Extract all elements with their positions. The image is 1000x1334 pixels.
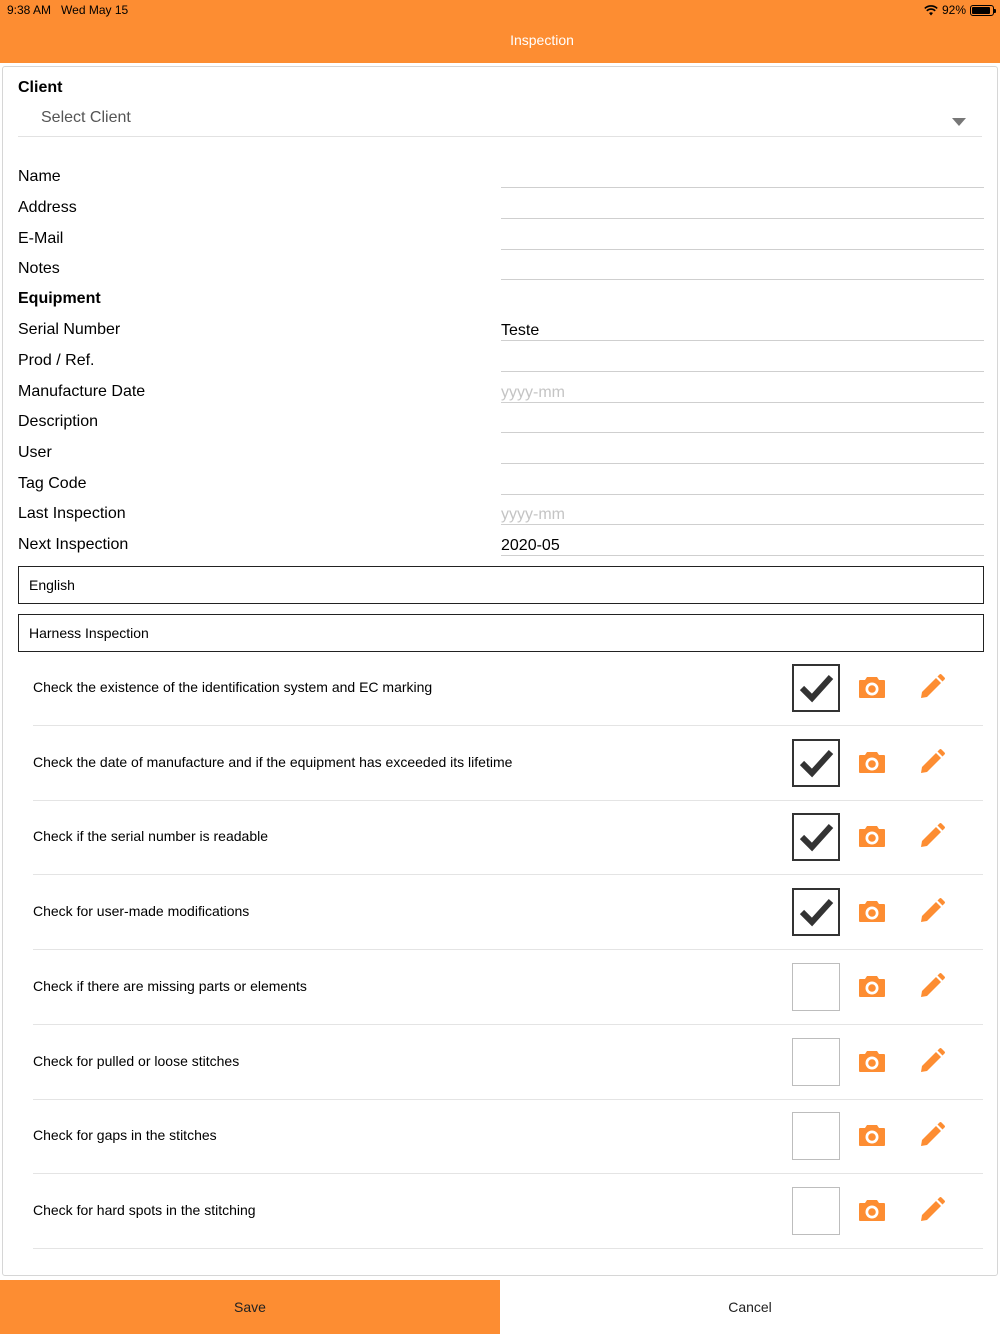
checklist-item xyxy=(33,1025,983,1100)
client-select-placeholder: Select Client xyxy=(41,109,131,126)
camera-icon[interactable] xyxy=(858,974,886,1003)
field-label: Tag Code xyxy=(18,475,87,492)
camera-icon[interactable] xyxy=(858,750,886,779)
status-indicators xyxy=(924,3,994,17)
inspection-form xyxy=(2,66,998,1276)
checkmark-icon xyxy=(796,892,836,932)
field-label: Serial Number xyxy=(18,321,121,338)
pencil-icon[interactable] xyxy=(919,823,945,854)
serial-number-input[interactable]: Teste xyxy=(501,313,984,341)
language-select[interactable]: English xyxy=(18,566,984,604)
checklist-checkbox[interactable] xyxy=(792,1038,840,1086)
pencil-icon[interactable] xyxy=(919,749,945,780)
checkmark-icon xyxy=(796,743,836,783)
action-bar xyxy=(0,1280,1000,1334)
inspection-type-select[interactable]: Harness Inspection xyxy=(18,614,984,652)
checklist-item xyxy=(33,1099,983,1174)
camera-icon[interactable] xyxy=(858,899,886,928)
checklist-item-text: Check for pulled or loose stitches xyxy=(33,1053,240,1069)
client-select[interactable] xyxy=(18,103,982,137)
prod-ref-input[interactable] xyxy=(501,344,984,372)
checklist-item xyxy=(33,1174,983,1249)
top-bar xyxy=(0,0,1000,63)
checklist-item xyxy=(33,726,983,801)
battery-icon xyxy=(970,5,994,16)
pencil-icon[interactable] xyxy=(919,674,945,705)
pencil-icon[interactable] xyxy=(919,1048,945,1079)
checklist-item xyxy=(33,800,983,875)
checklist-item-text: Check for gaps in the stitches xyxy=(33,1127,217,1143)
field-label: Manufacture Date xyxy=(18,383,146,400)
manufacture-date-input[interactable]: yyyy-mm xyxy=(501,375,984,403)
checklist-item-text: Check the date of manufacture and if the equipment has exceeded its lifetime xyxy=(33,754,513,770)
field-label: Prod / Ref. xyxy=(18,352,95,369)
camera-icon[interactable] xyxy=(858,1123,886,1152)
email-input[interactable] xyxy=(501,222,984,250)
save-button[interactable]: Save xyxy=(0,1280,500,1334)
battery-level xyxy=(972,7,990,14)
checklist-item xyxy=(33,950,983,1025)
wifi-icon xyxy=(924,5,938,16)
field-label: E-Mail xyxy=(18,230,64,247)
checklist-checkbox[interactable] xyxy=(792,1187,840,1235)
description-input[interactable] xyxy=(501,405,984,433)
checklist-checkbox[interactable] xyxy=(792,1112,840,1160)
next-inspection-field xyxy=(18,536,984,567)
tag-code-input[interactable] xyxy=(501,467,984,495)
last-inspection-input[interactable]: yyyy-mm xyxy=(501,497,984,525)
checklist-checkbox[interactable] xyxy=(792,888,840,936)
name-input[interactable] xyxy=(501,160,984,188)
chevron-down-icon xyxy=(952,118,966,126)
checklist-item-text: Check for user-made modifications xyxy=(33,903,250,919)
field-label: Address xyxy=(18,199,77,216)
cancel-button[interactable]: Cancel xyxy=(500,1280,1000,1334)
field-label: Next Inspection xyxy=(18,536,129,553)
status-time-text: 9:38 AM xyxy=(7,3,52,17)
checklist-checkbox[interactable] xyxy=(792,813,840,861)
status-date-text: Wed May 15 xyxy=(61,3,129,17)
checklist-item-text: Check the existence of the identification system and EC marking xyxy=(33,679,433,695)
field-label: Notes xyxy=(18,260,60,277)
checklist-checkbox[interactable] xyxy=(792,739,840,787)
camera-icon[interactable] xyxy=(858,675,886,704)
pencil-icon[interactable] xyxy=(919,1197,945,1228)
checklist-checkbox[interactable] xyxy=(792,963,840,1011)
pencil-icon[interactable] xyxy=(919,898,945,929)
checklist-checkbox[interactable] xyxy=(792,664,840,712)
notes-field xyxy=(18,260,984,291)
battery-percent: 92% xyxy=(941,3,966,17)
field-label: User xyxy=(18,444,52,461)
checklist-item-text: Check if there are missing parts or elements xyxy=(33,978,307,994)
camera-icon[interactable] xyxy=(858,1049,886,1078)
field-label: Last Inspection xyxy=(18,505,126,522)
field-label: Name xyxy=(18,168,61,185)
pencil-icon[interactable] xyxy=(919,1122,945,1153)
equipment-section-label: Equipment xyxy=(18,290,101,307)
next-inspection-input[interactable]: 2020-05 xyxy=(501,528,984,556)
page-title: Inspection xyxy=(510,32,574,48)
checklist-item xyxy=(33,651,983,726)
checklist-item xyxy=(33,875,983,950)
pencil-icon[interactable] xyxy=(919,973,945,1004)
checkmark-icon xyxy=(796,668,836,708)
field-label: Description xyxy=(18,413,99,430)
notes-input[interactable] xyxy=(501,252,984,280)
camera-icon[interactable] xyxy=(858,824,886,853)
status-time xyxy=(7,3,128,17)
checklist-item-text: Check for hard spots in the stitching xyxy=(33,1202,256,1218)
checkmark-icon xyxy=(796,817,836,857)
client-section-label: Client xyxy=(18,79,63,96)
user-input[interactable] xyxy=(501,436,984,464)
address-input[interactable] xyxy=(501,191,984,219)
camera-icon[interactable] xyxy=(858,1198,886,1227)
checklist-item-text: Check if the serial number is readable xyxy=(33,828,269,844)
